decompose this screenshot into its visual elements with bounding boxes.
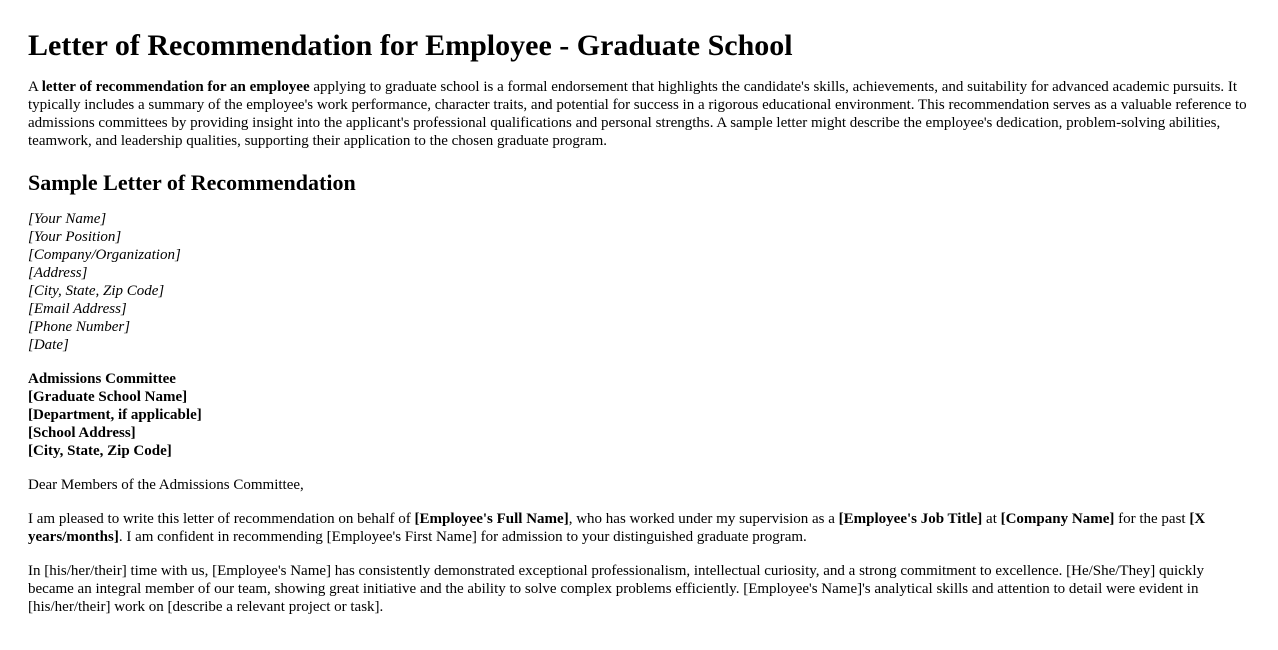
p1-text-2: , who has worked under my supervision as a [568,511,839,527]
section-heading: Sample Letter of Recommendation [28,170,356,195]
p1-duration: [X years/months] [28,511,1206,545]
sender-line-company: [Company/Organization] [28,247,181,263]
p1-company-name: [Company Name] [1000,511,1115,527]
p1-text-5: . I am confident in recommending [Employee's First Name] for admission to your distinguished graduate program. [118,529,807,545]
intro-bold-term: letter of recommendation for an employee [41,79,310,95]
p1-text-4: for the past [1114,511,1190,527]
recipient-line-school: [Graduate School Name] [28,389,188,405]
sender-line-position: [Your Position] [28,229,122,245]
letter-paragraph-1 [28,510,1250,546]
sender-line-address: [Address] [28,265,88,281]
recipient-line-committee: Admissions Committee [28,371,176,387]
intro-paragraph [28,78,1250,150]
letter-paragraph-2: In [his/her/their] time with us, [Employee's Name] has consistently demonstrated exceptional professionalism, intellectual curiosity, and a strong commitment to excellence. [He/She/They] quickly became an integral member of our team, showing great initiative and the ability to solve complex problems efficiently. [Employee's Name]'s analytical skills and attention to detail were evident in [his/her/their] work on [describe a relevant project or task]. [28,563,1204,615]
recipient-line-city: [City, State, Zip Code] [28,443,172,459]
page-title: Letter of Recommendation for Employee - Graduate School [28,29,793,62]
p1-job-title: [Employee's Job Title] [838,511,983,527]
sender-line-phone: [Phone Number] [28,319,131,335]
sender-line-name: [Your Name] [28,211,107,227]
sender-block [28,210,1250,354]
intro-rest: applying to graduate school is a formal endorsement that highlights the candidate's skills, achievements, and suitability for advanced academic pursuits. It typically includes a summary of the employee's work performance, character traits, and potential for success in a rigorous educational environment. This recommendation serves as a valuable reference to admissions committees by providing insight into the applicant's professional qualifications and personal strengths. A sample letter might describe the employee's dedication, problem-solving abilities, teamwork, and leadership qualities, supporting their application to the chosen graduate program. [28,79,1247,149]
salutation: Dear Members of the Admissions Committee, [28,477,304,493]
sender-line-email: [Email Address] [28,301,127,317]
sender-line-city: [City, State, Zip Code] [28,283,165,299]
recipient-line-address: [School Address] [28,425,136,441]
p1-text-3: at [982,511,1001,527]
p1-text-1: I am pleased to write this letter of recommendation on behalf of [28,511,415,527]
recipient-line-department: [Department, if applicable] [28,407,202,423]
p1-employee-name: [Employee's Full Name] [414,511,569,527]
intro-prefix: A [28,79,42,95]
recipient-block [28,370,1250,460]
sender-line-date: [Date] [28,337,69,353]
